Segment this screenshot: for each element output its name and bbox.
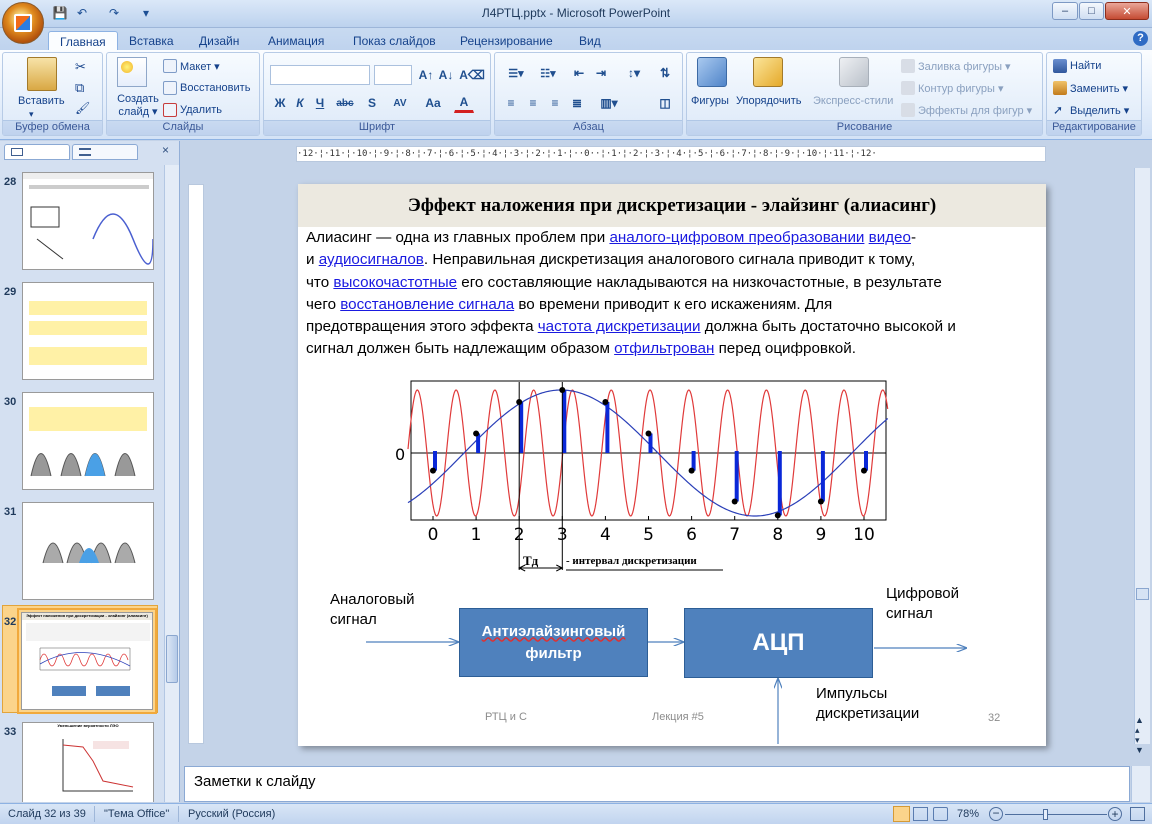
slide-thumb-31[interactable] [22,502,154,600]
zoom-out-icon[interactable]: − [989,807,1003,821]
outline-tab-icon [79,148,91,156]
aliasing-chart[interactable] [393,374,893,584]
strikethrough-button[interactable]: abc [336,97,354,109]
qat-customize-icon[interactable]: ▾ [142,6,150,20]
thumb-30-drawing [23,431,154,481]
editor-scrollbar[interactable] [1134,168,1150,744]
x-tick-label: 9 [815,525,827,545]
close-pane-icon[interactable]: × [162,143,170,157]
body-text: сигнал должен быть надлежащим образом [306,340,615,358]
slide-counter: Слайд 32 из 39 [8,808,86,820]
status-divider [178,806,179,822]
link-video[interactable]: видео [868,229,911,246]
group-slides [106,52,260,136]
line-spacing-icon[interactable]: ↕▾ [627,66,641,80]
copy-icon[interactable]: ⧉ [75,80,85,95]
group-drawing [686,52,1043,136]
effects-icon [901,103,915,117]
find-button[interactable] [1053,59,1101,73]
x-tick-label: 0 [427,525,439,545]
italic-button[interactable]: К [296,96,304,110]
group-label-editing: Редактирование [1047,120,1141,135]
align-left-icon[interactable]: ≡ [507,96,515,110]
body-text: чего [306,295,341,313]
layout-label: Макет ▾ [180,60,220,73]
filter-line2: фильтр [525,644,582,662]
zoom-in-icon[interactable]: + [1108,807,1122,821]
slide-body-text[interactable] [306,227,1041,361]
decrease-indent-icon[interactable]: ⇤ [573,66,585,80]
grow-font-button[interactable]: A↑ [418,68,434,82]
slide-sorter-icon[interactable] [913,807,928,821]
tab-outline[interactable] [72,144,138,160]
zoom-slider-thumb[interactable] [1043,809,1048,820]
tab-animation[interactable]: Анимация [268,33,325,48]
pulses-line1: Импульсы [816,685,888,702]
justify-icon[interactable]: ≣ [571,96,583,110]
reset-button[interactable] [163,81,250,95]
slide-number: 32 [988,712,1001,724]
adc-block[interactable]: АЦП [684,608,873,678]
pen-icon [901,81,915,95]
delete-label: Удалить [180,104,222,116]
slides-tab-icon [11,148,23,156]
sample-point [602,399,608,405]
antialias-filter-block[interactable] [459,608,648,677]
body-text: Алиасинг — одна из главных проблем при [306,229,610,246]
paste-icon [27,57,57,91]
reset-label: Восстановить [180,82,251,94]
undo-icon[interactable]: ↶ [76,6,88,20]
office-logo-icon [14,14,32,32]
replace-label: Заменить ▾ [1070,82,1129,95]
digital-line1: Цифровой [886,585,960,602]
language[interactable]: Русский (Россия) [188,808,276,820]
group-label-clipboard: Буфер обмена [3,120,102,135]
tab-review[interactable]: Рецензирование [460,33,553,48]
char-spacing-button[interactable]: AV [393,97,407,109]
x-tick-label: 6 [686,525,698,545]
ribbon-tabs [0,28,1152,50]
slides-pane-scrollbar[interactable] [164,165,179,802]
zoom-slider[interactable] [1005,814,1107,815]
link-filtered[interactable]: отфильтрован [614,340,715,358]
maximize-button[interactable]: □ [1079,2,1104,20]
shadow-button[interactable]: S [367,96,376,110]
link-highfreq[interactable]: высокочастотные [333,273,458,291]
slides-pane-scroll-thumb[interactable] [166,635,178,683]
digital-line2: сигнал [886,605,933,622]
close-button[interactable]: ✕ [1105,2,1149,20]
clear-format-button[interactable]: A⌫ [459,68,485,82]
shape-outline-button[interactable] [901,81,1004,95]
increase-indent-icon[interactable]: ⇥ [595,66,607,80]
cut-icon[interactable]: ✂ [75,59,86,74]
body-text: предотвращения этого эффекта [306,318,538,336]
layout-button[interactable] [163,59,220,73]
body-text: должна быть достаточно высокой и [700,318,956,336]
delete-icon [163,103,177,117]
align-right-icon[interactable]: ≡ [551,96,559,110]
minimize-button[interactable]: – [1052,2,1078,20]
notes-scrollbar[interactable] [1131,766,1150,802]
status-bar [0,803,1152,824]
font-size-combo[interactable] [374,65,412,85]
link-audio[interactable]: аудиосигналов [318,251,424,269]
fit-to-window-icon[interactable] [1130,807,1145,821]
find-label: Найти [1070,60,1102,72]
thumb-number: 32 [4,616,17,628]
underline-button[interactable]: Ч [315,96,325,110]
select-button[interactable] [1053,103,1129,117]
sample-point [775,512,781,518]
thumb-32-title: Эффект наложения при дискретизации - элайзинг (алиасинг) [22,613,152,620]
office-button[interactable] [2,2,44,44]
body-text: что [306,273,334,291]
slide-title[interactable]: Эффект наложения при дискретизации - элайзинг (алиасинг) [298,184,1046,227]
font-name-combo[interactable] [270,65,370,85]
thumb-31-drawing [23,503,154,599]
status-divider [94,806,95,822]
arrange-button[interactable]: Упорядочить [736,95,802,107]
shrink-font-button[interactable]: A↓ [438,68,454,82]
group-paragraph [494,52,683,136]
thumb-33-drawing [23,731,154,802]
thumb-28-drawing [23,179,154,270]
shape-effects-label: Эффекты для фигур ▾ [918,104,1033,117]
filter-line1: Антиэлайзинговый [481,622,626,640]
slide-thumb-29[interactable] [22,282,154,380]
slides-pane [0,141,180,802]
analog-signal-label [330,590,415,630]
slide-thumb-30[interactable] [22,392,154,490]
td-label: Tд [523,553,539,568]
theme-name[interactable]: "Тема Office" [104,808,170,820]
x-tick-label: 5 [643,525,654,545]
sample-point [732,499,738,505]
shapes-icon [697,57,727,87]
zero-label: 0 [395,445,406,464]
x-tick-label: 3 [556,525,568,545]
body-text: . Неправильная дискретизация аналогового сигнала приводит к тому, [423,251,916,269]
normal-view-icon[interactable] [893,806,910,822]
footer-center: Лекция #5 [652,711,704,723]
group-label-font: Шрифт [264,120,490,135]
tab-view[interactable]: Вид [579,33,601,48]
zoom-level[interactable]: 78% [957,808,980,820]
replace-icon [1053,81,1067,95]
shapes-button[interactable]: Фигуры [691,95,729,107]
smartart-icon[interactable]: ◫ [659,96,671,110]
editor-scroll-thumb[interactable] [1136,588,1149,600]
analog-line2: сигнал [330,611,377,628]
sample-point [818,499,824,505]
sample-point [430,468,436,474]
thumb-33-title: Уменьшение вероятности ЛЭО [57,723,119,728]
analog-line1: Аналоговый [330,591,415,608]
group-label-slides: Слайды [107,120,259,135]
paste-dropdown-icon[interactable]: ▾ [29,109,34,119]
group-label-drawing: Рисование [687,120,1042,135]
reset-icon [163,81,177,95]
sample-point [689,468,695,474]
bullets-icon[interactable]: ☰▾ [508,67,524,80]
shape-fill-button[interactable] [901,59,1011,73]
slide-canvas[interactable] [298,184,1046,746]
bold-button[interactable]: Ж [274,96,286,110]
slide-thumb-33[interactable] [22,722,154,802]
vertical-ruler[interactable] [188,184,204,744]
body-text: и [306,251,319,269]
link-reconstruction[interactable]: восстановление сигнала [340,295,515,313]
digital-signal-label [886,584,959,624]
sample-point [646,430,652,436]
delete-button[interactable] [163,103,222,117]
numbering-icon[interactable]: ☷▾ [540,67,556,80]
horizontal-ruler[interactable]: ·12·¦·11·¦·10·¦·9·¦·8·¦·7·¦·6·¦·5·¦·4·¦·3·¦·2·¦·1·¦··0··¦·1·¦·2·¦·3·¦·4·¦·5·¦·6·¦·7·¦·8·¦·9·¦·10·¦·11·¦·12· [296,146,1046,162]
slide-thumb-28[interactable] [22,172,154,270]
title-bar [0,0,1152,28]
thumb-number: 28 [4,176,17,188]
align-center-icon[interactable]: ≡ [529,96,537,110]
change-case-button[interactable]: Aa [425,96,441,110]
footer-left: РТЦ и С [485,711,527,723]
tab-slides[interactable] [4,144,70,160]
text-direction-icon[interactable]: ⇅ [659,66,671,80]
sample-point [861,468,867,474]
tab-design[interactable]: Дизайн [199,33,240,48]
new-slide-button[interactable]: Создать слайд ▾ [117,93,159,118]
format-painter-icon[interactable]: 🖌 [75,101,91,115]
font-color-button[interactable]: A [454,93,474,113]
prev-next-slide-icon[interactable]: ▲ ▴ ▾ ▼ [1135,715,1144,755]
thumb-number: 33 [4,726,17,738]
tab-insert[interactable]: Вставка [129,33,174,48]
x-tick-label: 8 [772,525,784,545]
group-clipboard [2,52,103,136]
body-text: перед оцифровкой. [714,340,856,358]
notes-placeholder: Заметки к слайду [194,773,316,790]
save-icon[interactable]: 💾 [52,6,68,20]
thumb-32-drawing [22,620,153,708]
select-label: Выделить ▾ [1070,104,1130,117]
thumb-number: 29 [4,286,17,298]
quick-styles-icon [839,57,869,87]
pulses-line2: дискретизации [816,705,920,722]
thumb-number: 30 [4,396,17,408]
x-tick-label: 4 [599,525,611,545]
x-tick-label: 2 [513,525,525,545]
link-sampling-rate[interactable]: частота дискретизации [537,318,701,336]
sample-point [473,430,479,436]
ribbon [0,50,1152,140]
shape-outline-label: Контур фигуры ▾ [918,82,1004,95]
group-font [263,52,491,136]
slideshow-view-icon[interactable] [933,807,948,821]
new-slide-icon [117,57,147,87]
cursor-icon: ➚ [1053,103,1064,117]
tab-slideshow[interactable]: Показ слайдов [353,33,436,48]
group-editing [1046,52,1142,136]
window-title: Л4РТЦ.pptx - Microsoft PowerPoint [481,6,671,20]
x-tick-label: 1 [470,525,482,545]
slide-thumb-32[interactable] [21,612,153,710]
binoculars-icon [1053,59,1067,73]
paste-button[interactable]: Вставить [18,95,65,107]
replace-button[interactable] [1053,81,1128,95]
body-text: во времени приводит к его искажениям. Для [514,295,833,313]
quick-styles-button[interactable]: Экспресс-стили [813,95,894,107]
x-tick-label: 10 [853,525,875,545]
body-text: - [910,229,917,246]
shape-fill-label: Заливка фигуры ▾ [918,60,1011,73]
notes-pane[interactable] [184,766,1130,802]
redo-icon[interactable]: ↷ [108,6,120,20]
arrange-icon [753,57,783,87]
body-text: его составляющие накладываются на низкочастотные, в результате [457,273,942,291]
help-icon[interactable]: ? [1133,31,1148,46]
td-caption: - интервал дискретизации [566,555,697,567]
shape-effects-button[interactable] [901,103,1032,117]
layout-icon [163,59,177,73]
thumb-number: 31 [4,506,17,518]
tab-home[interactable]: Главная [48,31,118,51]
x-tick-label: 7 [729,525,741,545]
link-adc[interactable]: аналого-цифровом преобразовании [609,229,865,246]
sampling-pulses-label [816,684,919,724]
columns-icon[interactable]: ▥▾ [600,96,618,110]
paint-bucket-icon [901,59,915,73]
group-label-paragraph: Абзац [495,120,682,135]
